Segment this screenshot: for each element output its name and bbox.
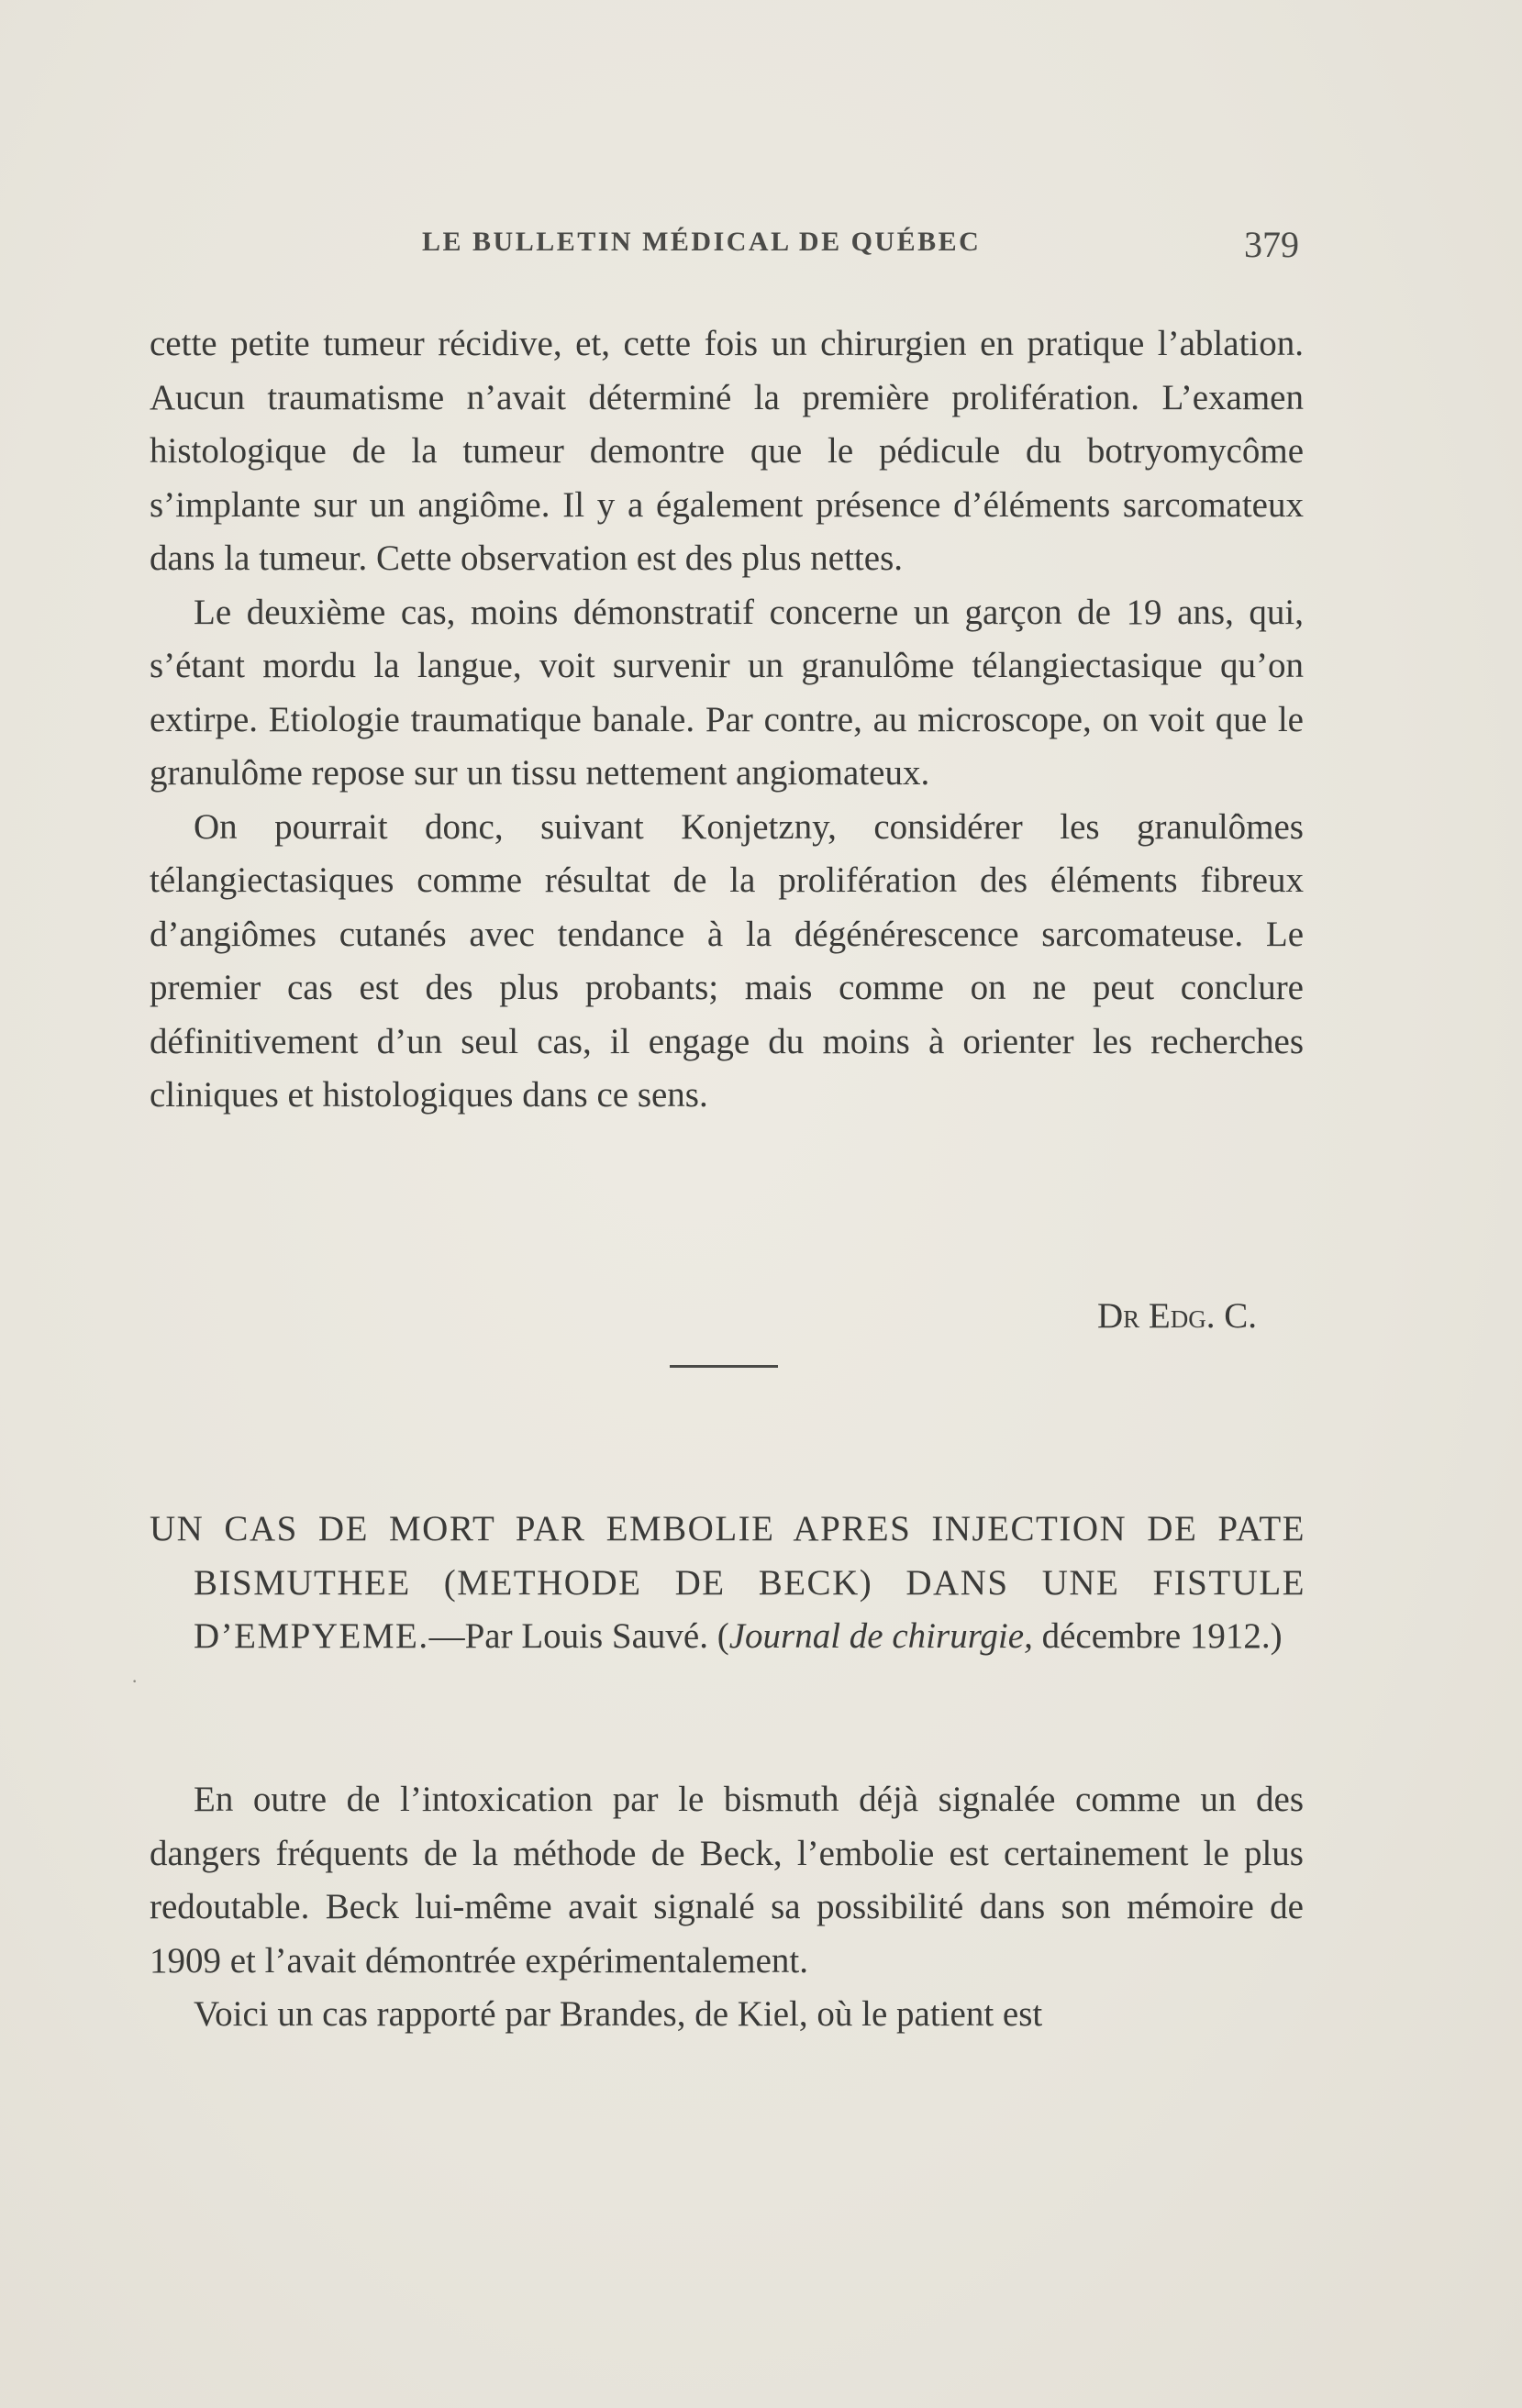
source-open-paren: ( [717, 1616, 729, 1656]
running-title: LE BULLETIN MÉDICAL DE QUÉBEC [422, 227, 982, 257]
page-number: 379 [1244, 224, 1299, 265]
paragraph-embolie: En outre de l’intoxication par le bismuth déjà signalée comme un des dangers fréquents de la méthode de Beck, l’embolie est certainement le plus redoutable. Beck lui-même avait signalé sa possibilité dans son mémoire de 1909 et l’avait démontrée expérimentalement. [150, 1780, 1304, 1981]
paragraph-conclusion: On pourrait donc, suivant Konjetzny, considérer les granulômes télangiectasiques comme résultat de la prolifération des éléments fibreux d’angiômes cutanés avec tendance à la dégénérescence sarcomateuse. Le premier cas est des plus probants; mais comme on ne peut conclure définitivement d’un seul cas, il engage du moins à orienter les recherches cliniques et histologiques dans ce sens. [150, 806, 1304, 1115]
article-title: UN CAS DE MORT PAR EMBOLIE APRES INJECTION DE PATE BISMUTHEE (METHODE DE BECK) DANS UNE FISTULE D’EMPYEME. [150, 1509, 1305, 1656]
running-head [0, 223, 1522, 269]
source-date: décembre 1912.) [1041, 1616, 1283, 1656]
author-signature: Dr Edg. C. [1096, 1296, 1257, 1336]
section-2-text [150, 1773, 1304, 2042]
section-1-text [150, 317, 1304, 1123]
article-heading [150, 1503, 1305, 1664]
paragraph-brandes-case: Voici un cas rapporté par Brandes, de Kiel, où le patient est [194, 1994, 1043, 2034]
margin-speck: · [131, 1670, 139, 1692]
paragraph-continuation: cette petite tumeur récidive, et, cette fois un chirurgien en pratique l’ablation. Aucun traumatisme n’avait déterminé la première prolifération. L’examen histologique de la tumeur demontre que le pédicule du botryomycôme s’implante sur un angiôme. Il y a également présence d’éléments sarcomateux dans la tumeur. Cette observation est des plus nettes. [150, 324, 1304, 578]
source-journal: Journal de chirurgie, [728, 1616, 1033, 1656]
section-divider [670, 1365, 778, 1368]
paragraph-second-case: Le deuxième cas, moins démonstratif concerne un garçon de 19 ans, qui, s’étant mordu la langue, voit survenir un granulôme télangiectasique qu’on extirpe. Etiologie traumatique banale. Par contre, au microscope, on voit que le granulôme repose sur un tissu nettement angiomateux. [150, 592, 1304, 793]
article-author: —Par Louis Sauvé. [428, 1616, 708, 1656]
